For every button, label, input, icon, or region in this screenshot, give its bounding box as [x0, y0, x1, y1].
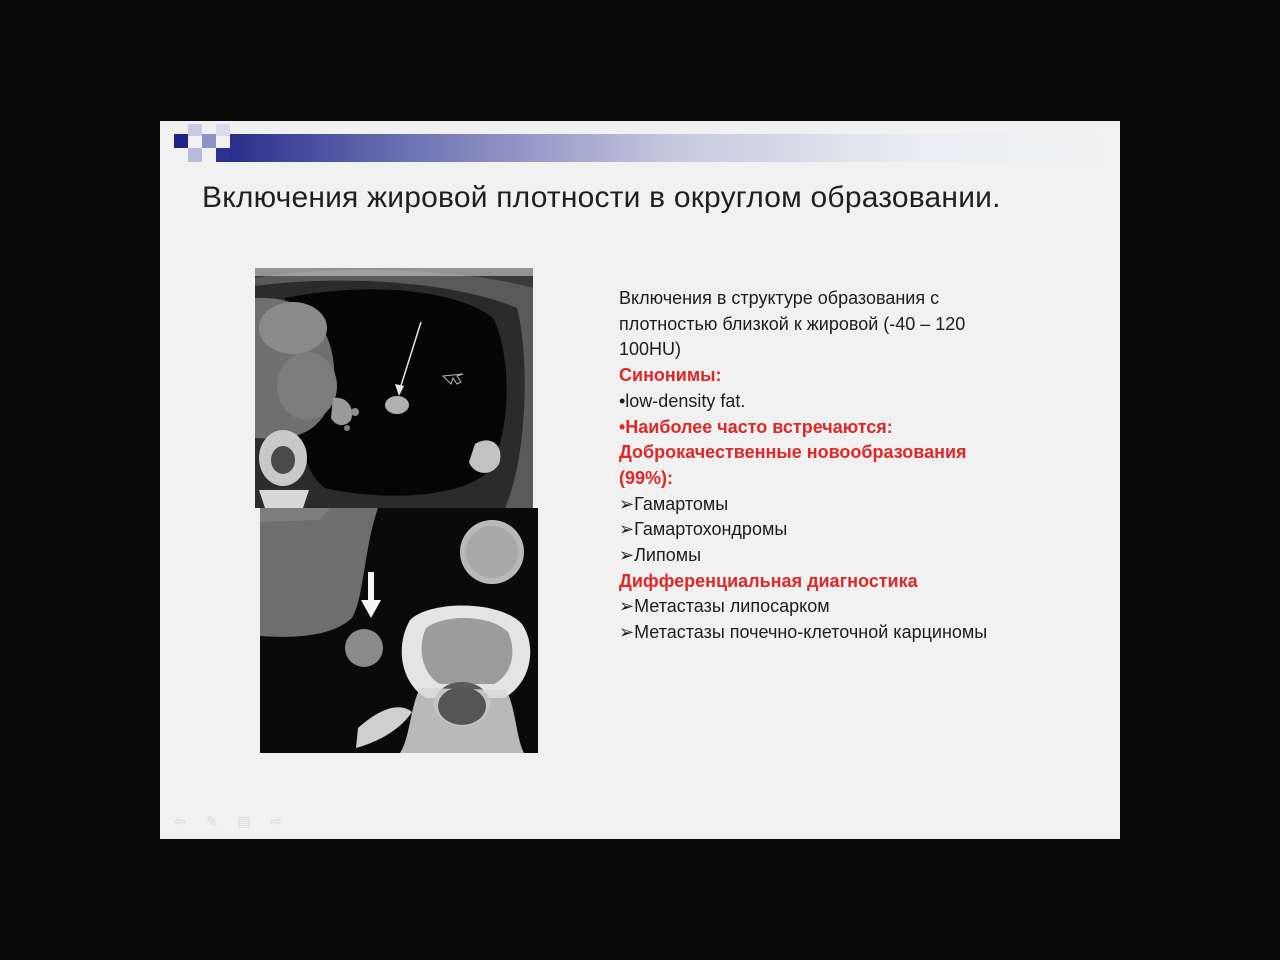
diff-heading: Дифференциальная диагностика	[619, 570, 918, 591]
intro-line-2: плотностью близкой к жировой (-40 – 120	[619, 313, 966, 334]
ct-image-bottom	[260, 508, 538, 753]
ct-mediastinum-scan	[260, 508, 538, 753]
benign-heading-line-2: (99%):	[619, 467, 674, 488]
intro-line-3: 100HU)	[619, 339, 682, 360]
benign-item: ➢Гамартохондромы	[619, 519, 788, 540]
diff-item: ➢Метастазы липосарком	[619, 596, 830, 617]
presentation-slide	[160, 121, 1120, 839]
intro-line-1: Включения в структуре образования с	[619, 288, 940, 308]
diff-item: ➢Метастазы почечно-клеточной карциномы	[619, 622, 988, 643]
header-square-5	[188, 148, 202, 162]
common-heading: •Наиболее часто встречаются:	[619, 416, 893, 437]
header-square-6	[216, 148, 230, 162]
menu-icon[interactable]: ▤	[237, 813, 251, 829]
pen-icon[interactable]: ✎	[206, 813, 218, 829]
header-square-1	[174, 134, 188, 148]
back-arrow-icon[interactable]: ⇦	[174, 813, 186, 829]
synonyms-heading: Синонимы:	[619, 365, 722, 386]
slide-text-block	[619, 286, 1089, 646]
header-decoration	[160, 121, 1120, 177]
header-square-3	[202, 134, 216, 148]
header-square-4	[216, 124, 230, 136]
ct-image-top	[255, 268, 533, 508]
benign-item: ➢Гамартомы	[619, 493, 729, 514]
header-square-2	[188, 124, 202, 136]
benign-heading-line-1: Доброкачественные новообразования	[619, 442, 967, 463]
slide-title: Включения жировой плотности в округлом образовании.	[202, 181, 1001, 214]
header-gradient-stripe	[230, 134, 1120, 162]
ct-lung-scan	[255, 268, 533, 508]
benign-item: ➢Липомы	[619, 545, 702, 566]
slide-nav-controls	[170, 811, 286, 831]
forward-arrow-icon[interactable]: ⇨	[270, 813, 282, 829]
synonym-item: •low-density fat.	[619, 390, 746, 411]
